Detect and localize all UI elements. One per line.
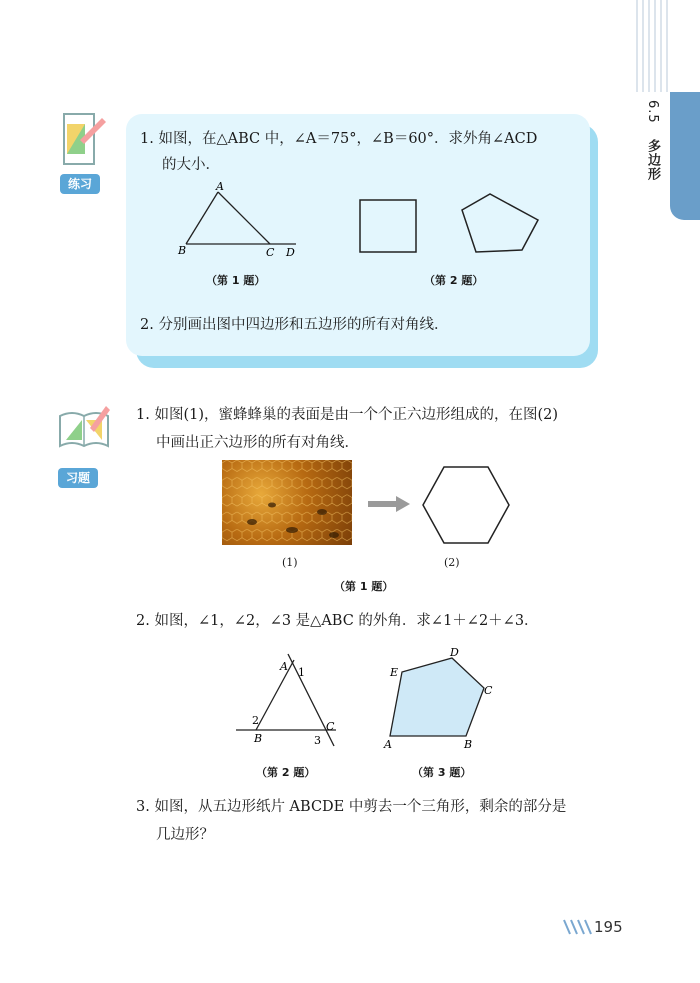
exercise-question-2: 2. 如图，∠1，∠2，∠3 是△ABC 的外角．求∠1＋∠2＋∠3． [136,613,539,629]
label-d: D [450,646,459,659]
exercise-fig3-caption: （第 3 题） [412,766,472,779]
practice-fig1-caption: （第 1 题） [206,274,266,287]
practice-question-1-line2: 的大小． [162,157,220,173]
label-a: A [216,180,224,193]
label-a: A [384,738,392,751]
pentagon-shape [462,194,538,252]
practice-fig2-caption: （第 2 题） [424,274,484,287]
label-c: C [326,720,335,733]
practice-icon [58,110,108,170]
label-b: B [254,732,263,745]
square-pentagon-figure [350,190,550,260]
exercise-fig1-caption: （第 1 题） [334,580,394,593]
exercise-question-3-line2: 几边形？ [156,827,214,843]
pentagon-abcde-figure [380,646,500,752]
practice-question-2: 2. 分别画出图中四边形和五边形的所有对角线． [140,317,449,333]
section-number: 6.5 [645,100,660,124]
exercise-fig2-caption: （第 2 题） [256,766,316,779]
square-shape [360,200,416,252]
label-b: B [464,738,473,751]
exercise-question-1-line2: 中画出正六边形的所有对角线． [156,435,359,451]
triangle-abc-figure [172,180,312,260]
exercise-question-3-line1: 3. 如图，从五边形纸片 ABCDE 中剪去一个三角形，剩余的部分是 [136,799,567,815]
triangle-exterior-angles-figure [232,650,352,750]
subfigure-2-label: (2) [444,556,460,569]
page-number: 195 [594,918,623,936]
page-number-decoration-icon [562,918,592,936]
label-c: C [484,684,493,697]
chapter-tab [670,92,700,220]
angle-3-label: 3 [314,734,321,747]
regular-hexagon-figure [420,464,512,546]
label-e: E [390,666,399,679]
label-b: B [178,244,187,257]
side-ac [218,192,270,244]
side-decoration-lines [633,0,673,92]
exercise-question-1-line1: 1. 如图(1)，蜜蜂蜂巢的表面是由一个个正六边形组成的，在图(2) [136,407,559,423]
arrow-right-icon [368,496,410,512]
side-ab [186,192,218,244]
practice-question-1-line1: 1. 如图，在△ABC 中，∠A＝75°，∠B＝60°．求外角∠ACD [140,131,538,147]
subfigure-1-label: (1) [282,556,298,569]
angle-1-label: 1 [298,666,305,679]
angle-2-label: 2 [252,714,259,727]
section-title: 多边形 [645,139,660,182]
exercise-badge: 习题 [58,468,98,488]
exercise-icon [56,400,112,462]
label-a: A [280,660,288,673]
section-label [643,100,662,181]
practice-badge: 练习 [60,174,100,194]
honeycomb-photo [222,460,352,545]
label-d: D [286,246,295,259]
label-c: C [266,246,275,259]
